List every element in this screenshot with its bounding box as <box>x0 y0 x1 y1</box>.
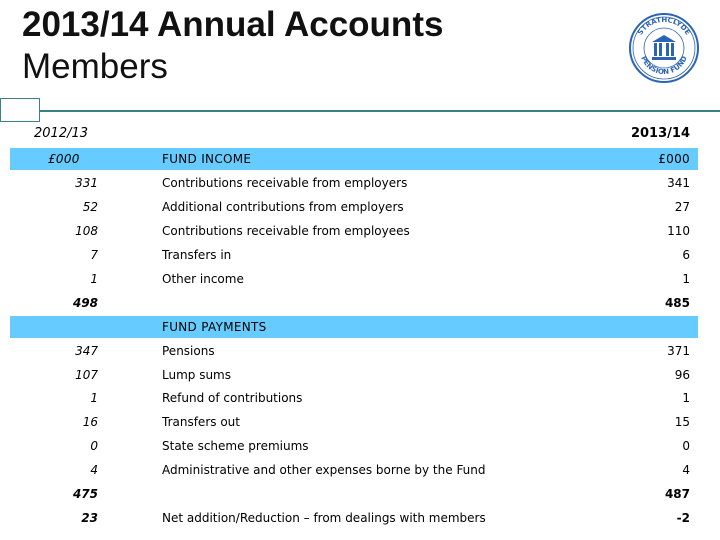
prev-value: 16 <box>82 415 98 429</box>
income-total-row <box>10 292 698 314</box>
row-label: Contributions receivable from employees <box>162 224 410 238</box>
prev-value: 4 <box>90 463 98 477</box>
table-row <box>10 172 698 194</box>
table-row <box>10 340 698 362</box>
title-line-2: Members <box>22 47 168 86</box>
prev-value: 1 <box>90 391 98 405</box>
table-row <box>10 244 698 266</box>
net-prev: 23 <box>81 511 98 525</box>
curr-value: 1 <box>682 272 690 286</box>
table-row <box>10 268 698 290</box>
curr-value: 1 <box>682 391 690 405</box>
fund-income-band <box>10 148 698 170</box>
row-label: Pensions <box>162 344 215 358</box>
row-label: Refund of contributions <box>162 391 303 405</box>
row-label: Transfers in <box>162 248 232 262</box>
row-label: State scheme premiums <box>162 439 309 453</box>
title-line-1: 2013/14 Annual Accounts <box>22 5 444 44</box>
table-row <box>10 411 698 433</box>
prev-value: 0 <box>90 439 98 453</box>
page-title <box>22 4 443 88</box>
unit-curr: £000 <box>658 152 690 166</box>
prev-value: 52 <box>82 200 98 214</box>
prev-value: 7 <box>90 248 98 262</box>
payment-total-prev: 475 <box>72 487 98 501</box>
prev-value: 331 <box>75 176 98 190</box>
accent-square <box>0 98 40 122</box>
section-fund-income: FUND INCOME <box>162 152 252 166</box>
svg-text:PENSION FUND: PENSION FUND <box>639 54 689 77</box>
curr-value: 371 <box>667 344 690 358</box>
net-label: Net addition/Reduction – from dealings with members <box>162 511 486 525</box>
curr-value: 27 <box>674 200 690 214</box>
table-row <box>10 387 698 409</box>
unit-prev: £000 <box>48 152 80 166</box>
year-curr-header: 2013/14 <box>630 126 690 141</box>
curr-value: 0 <box>682 439 690 453</box>
row-label: Other income <box>162 272 244 286</box>
row-label: Additional contributions from employers <box>162 200 404 214</box>
section-fund-payments: FUND PAYMENTS <box>162 320 267 334</box>
net-row <box>10 507 698 529</box>
prev-value: 347 <box>75 344 98 358</box>
svg-text:STRATHCLYDE: STRATHCLYDE <box>636 15 692 37</box>
fund-payments-band <box>10 316 698 338</box>
pension-fund-logo-icon <box>628 12 700 84</box>
curr-value: 6 <box>682 248 690 262</box>
payment-total-row <box>10 483 698 505</box>
accent-divider <box>40 110 720 112</box>
payment-total-curr: 487 <box>664 487 690 501</box>
income-total-curr: 485 <box>664 296 690 310</box>
curr-value: 4 <box>682 463 690 477</box>
curr-value: 341 <box>667 176 690 190</box>
table-row <box>10 220 698 242</box>
prev-value: 1 <box>90 272 98 286</box>
table-row <box>10 459 698 481</box>
table-row <box>10 364 698 386</box>
income-total-prev: 498 <box>72 296 98 310</box>
row-label: Lump sums <box>162 368 231 382</box>
row-label: Administrative and other expenses borne by the Fund <box>162 463 486 477</box>
table-row <box>10 196 698 218</box>
row-label: Contributions receivable from employers <box>162 176 408 190</box>
curr-value: 96 <box>674 368 690 382</box>
row-label: Transfers out <box>162 415 240 429</box>
curr-value: 15 <box>674 415 690 429</box>
prev-value: 108 <box>75 224 98 238</box>
table-row <box>10 435 698 457</box>
prev-value: 107 <box>75 368 98 382</box>
year-prev-header: 2012/13 <box>34 126 89 141</box>
net-curr: -2 <box>676 511 690 525</box>
curr-value: 110 <box>667 224 690 238</box>
